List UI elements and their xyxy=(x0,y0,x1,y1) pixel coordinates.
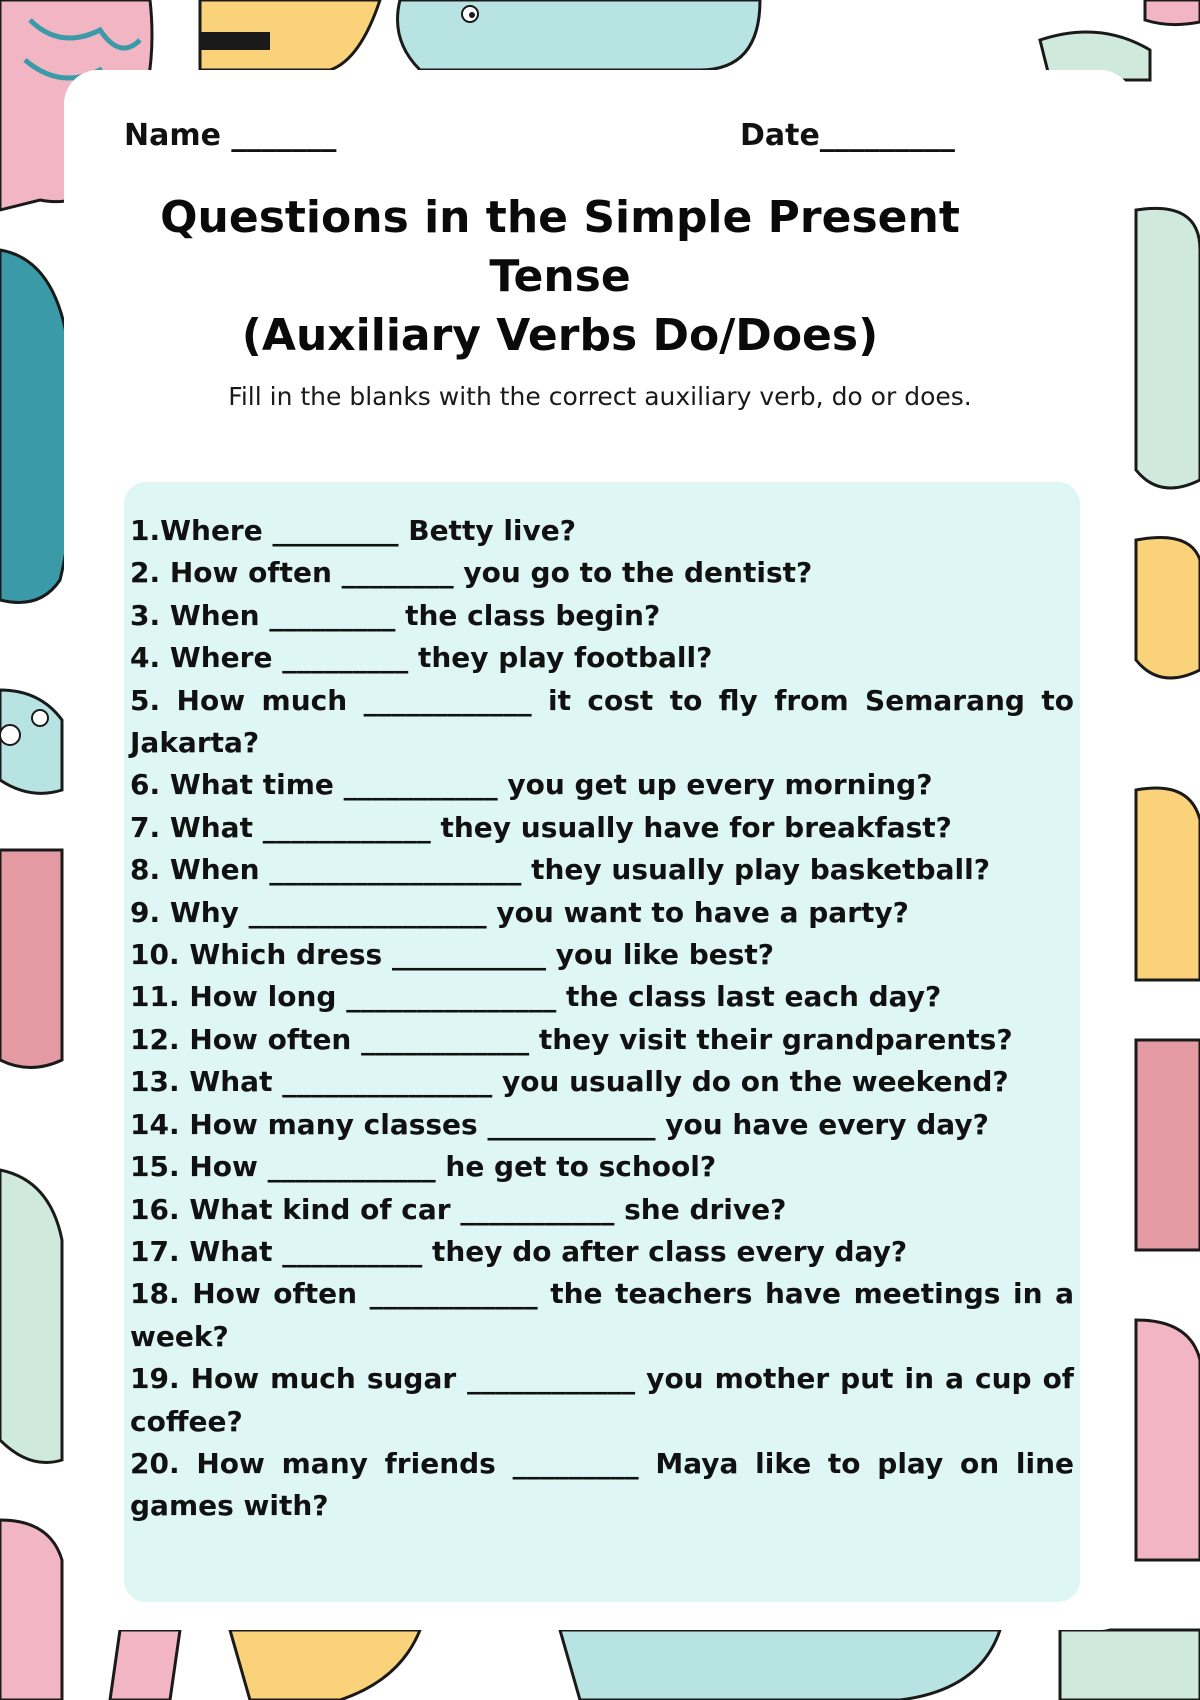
question-item: 13. What _______________ you usually do on the weekend? xyxy=(130,1065,1009,1099)
question-item: 11. How long _______________ the class last each day? xyxy=(130,980,942,1014)
question-item: 9. Why _________________ you want to have a party? xyxy=(130,895,909,929)
blue-dino-top xyxy=(398,0,761,70)
question-item: 12. How often ____________ they visit their grandparents? xyxy=(130,1022,1013,1056)
worksheet-title xyxy=(150,188,970,365)
question-item: 3. When _________ the class begin? xyxy=(130,598,661,632)
question-item: 19. How much sugar ____________ you mother put in a cup of coffee? xyxy=(130,1362,1074,1438)
question-item: 6. What time ___________ you get up every morning? xyxy=(130,768,933,802)
title-line-2: Tense xyxy=(489,251,631,302)
question-item: 5. How much ____________ it cost to fly from Semarang to Jakarta? xyxy=(130,683,1074,760)
instructions: Fill in the blanks with the correct auxiliary verb, do or does. xyxy=(228,382,972,411)
questions-list xyxy=(130,510,1074,1528)
name-field-label: Name _______ xyxy=(124,118,337,153)
question-item: 4. Where _________ they play football? xyxy=(130,641,713,675)
question-item: 2. How often ________ you go to the dentist? xyxy=(130,556,813,590)
question-item: 20. How many friends _________ Maya like to play on line games with? xyxy=(130,1446,1074,1523)
question-item: 7. What ____________ they usually have for breakfast? xyxy=(130,810,952,844)
question-item: 1.Where _________ Betty live? xyxy=(130,514,577,547)
question-item: 15. How ____________ he get to school? xyxy=(130,1150,717,1184)
date-field-label: Date_________ xyxy=(740,118,955,153)
blue-dino-bottom xyxy=(560,1630,1000,1700)
title-line-1: Questions in the Simple Present xyxy=(160,192,960,243)
teal-dino-left xyxy=(0,250,73,603)
question-item: 18. How often ____________ the teachers have meetings in a week? xyxy=(130,1277,1074,1353)
question-item: 10. Which dress ___________ you like best? xyxy=(130,938,775,972)
question-item: 8. When __________________ they usually play basketball? xyxy=(130,853,990,887)
question-item: 17. What __________ they do after class every day? xyxy=(130,1234,908,1268)
question-item: 14. How many classes ____________ you have every day? xyxy=(130,1107,989,1141)
question-item: 16. What kind of car ___________ she drive? xyxy=(130,1192,787,1226)
title-line-3: (Auxiliary Verbs Do/Does) xyxy=(241,310,879,361)
mint-dino-right xyxy=(1136,208,1200,488)
